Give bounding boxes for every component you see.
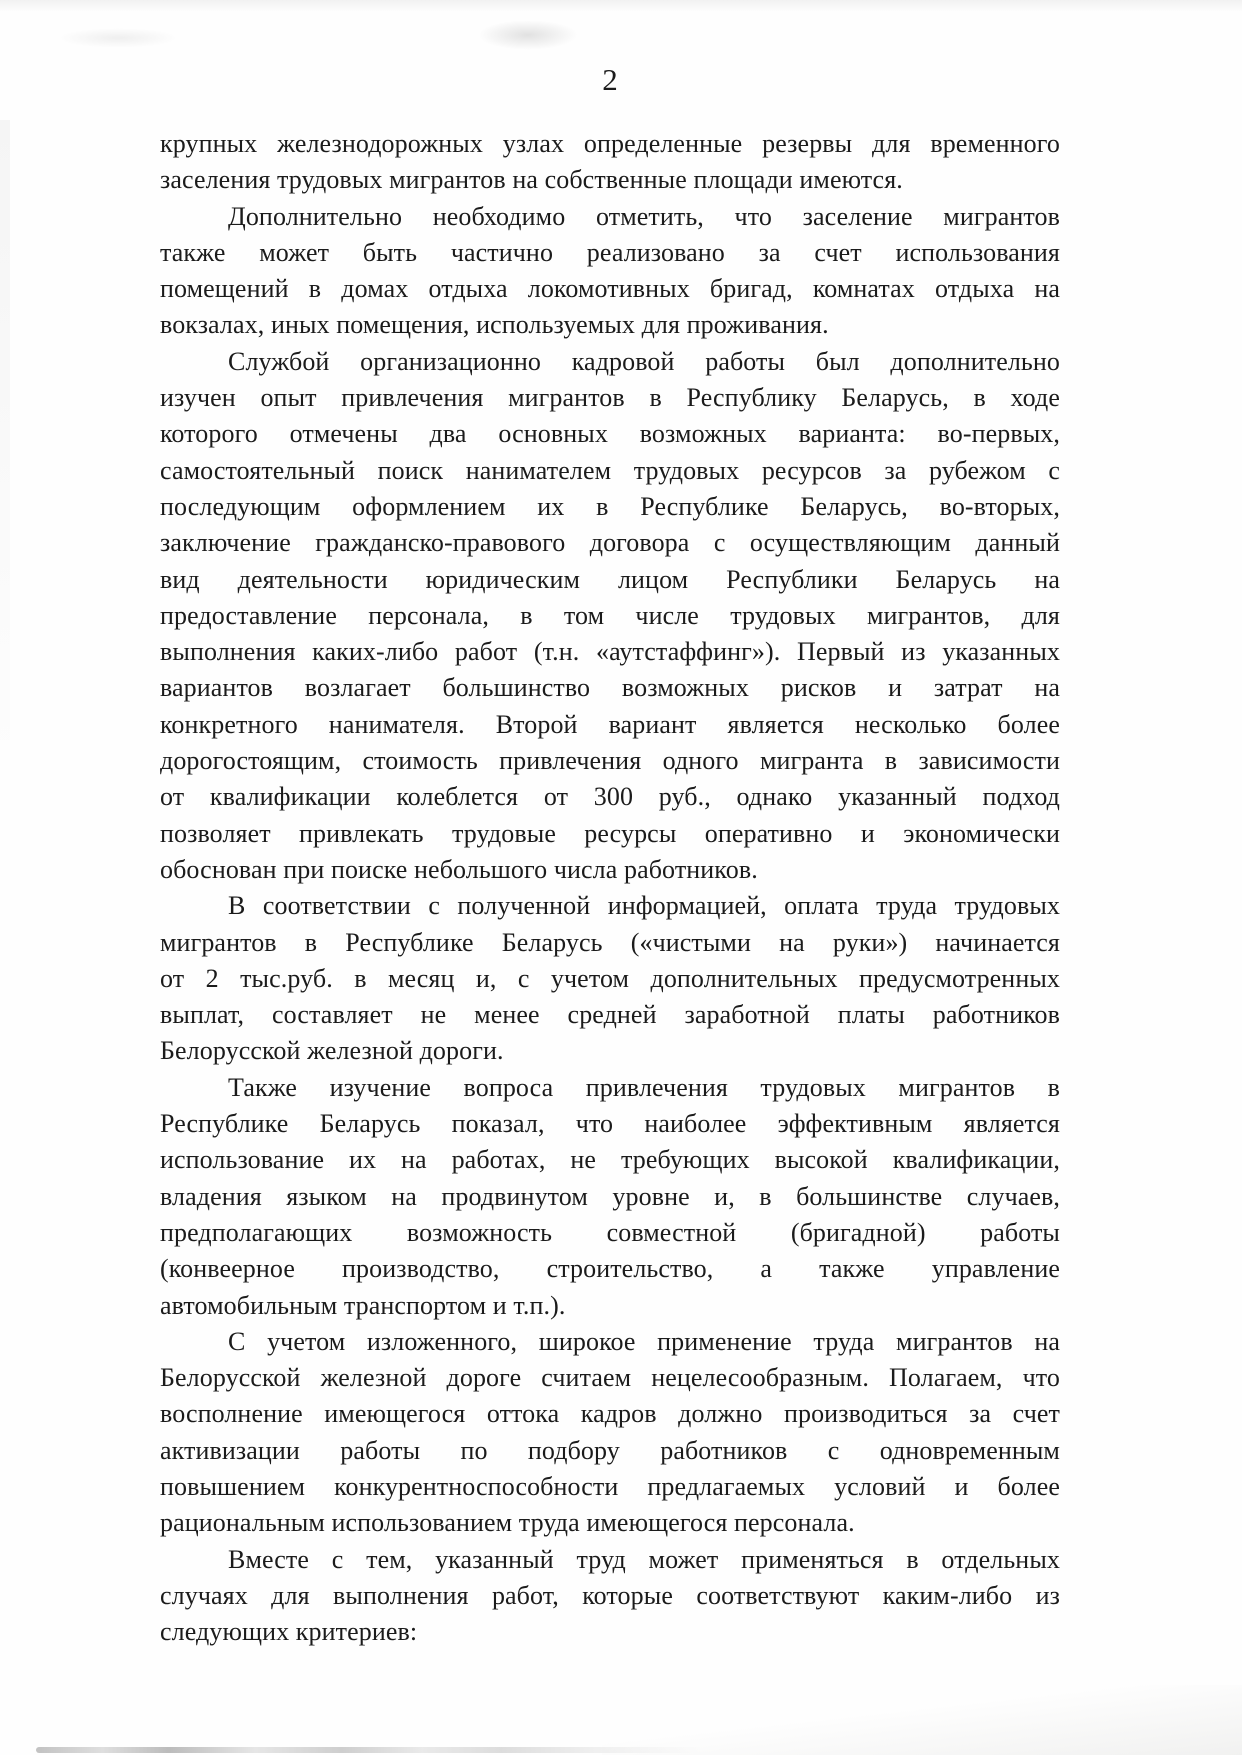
text-line: крупных железнодорожных узлах определенные резервы для временного: [160, 129, 1060, 158]
text-line: активизации работы по подбору работников с одновременным: [160, 1435, 1060, 1465]
text-line: повышением конкурентноспособности предлагаемых условий и более: [160, 1471, 1060, 1501]
paragraph: [160, 1324, 1060, 1542]
paragraph: [160, 1542, 1060, 1651]
text-line: вариантов возлагает большинство возможных рисков и затрат на: [160, 673, 1060, 703]
scan-artifact-corner-shade: [602, 1685, 1242, 1755]
text-line: Также изучение вопроса привлечения трудовых мигрантов в: [228, 1072, 1060, 1102]
text-line: вид деятельности юридическим лицом Республики Беларусь на: [160, 564, 1060, 594]
text-line: (конвеерное производство, строительство, а также управление: [160, 1254, 1060, 1284]
text-line: рациональным использованием труда имеющегося персонала.: [160, 1508, 855, 1538]
text-line: случаях для выполнения работ, которые соответствуют каким-либо из: [160, 1580, 1060, 1610]
paragraph: [160, 1070, 1060, 1324]
scan-artifact-smudge: [478, 20, 578, 50]
text-line: позволяет привлекать трудовые ресурсы оперативно и экономически: [160, 818, 1060, 848]
text-line: восполнение имеющегося оттока кадров должно производиться за счет: [160, 1399, 1060, 1429]
scan-artifact-edge-shade: [0, 120, 10, 740]
paragraph: [160, 344, 1060, 888]
paragraph: [160, 126, 1060, 199]
scan-artifact-smudge: [58, 28, 178, 48]
text-line: владения языком на продвинутом уровне и, в большинстве случаев,: [160, 1181, 1060, 1211]
text-line: выполнения каких-либо работ (т.н. «аутстаффинг»). Первый из указанных: [160, 637, 1060, 667]
text-line: помещений в домах отдыха локомотивных бригад, комнатах отдыха на: [160, 274, 1060, 304]
scan-artifact-bottom-strip: [36, 1747, 701, 1753]
text-line: автомобильным транспортом и т.п.).: [160, 1290, 566, 1320]
text-line: дорогостоящим, стоимость привлечения одного мигранта в зависимости: [160, 746, 1060, 776]
document-body: [160, 126, 1060, 1650]
text-line: использование их на работах, не требующих высокой квалификации,: [160, 1145, 1060, 1175]
text-line: самостоятельный поиск нанимателем трудовых ресурсов за рубежом с: [160, 455, 1060, 485]
text-line: от квалификации колеблется от 300 руб., однако указанный подход: [160, 782, 1060, 812]
text-line: заселения трудовых мигрантов на собственные площади имеются.: [160, 165, 903, 195]
text-line: которого отмечены два основных возможных варианта: во-первых,: [160, 419, 1060, 449]
text-line: В соответствии с полученной информацией, оплата труда трудовых: [228, 891, 1060, 921]
text-line: следующих критериев:: [160, 1617, 418, 1647]
text-line: вокзалах, иных помещения, используемых для проживания.: [160, 310, 829, 340]
text-line: С учетом изложенного, широкое применение труда мигрантов на: [228, 1326, 1060, 1356]
text-line: Белорусской железной дороги.: [160, 1036, 504, 1066]
text-line: конкретного нанимателя. Второй вариант является несколько более: [160, 709, 1060, 739]
text-line: мигрантов в Республике Беларусь («чистыми на руки») начинается: [160, 927, 1060, 957]
text-line: выплат, составляет не менее средней заработной платы работников: [160, 1000, 1060, 1030]
scan-artifact-top-band: [0, 0, 1242, 12]
text-line: обоснован при поиске небольшого числа работников.: [160, 854, 758, 884]
text-line: последующим оформлением их в Республике Беларусь, во-вторых,: [160, 491, 1060, 521]
paragraph: [160, 888, 1060, 1069]
text-line: заключение гражданско-правового договора с осуществляющим данный: [160, 528, 1060, 558]
text-line: изучен опыт привлечения мигрантов в Республику Беларусь, в ходе: [160, 383, 1060, 413]
paragraph: [160, 199, 1060, 344]
text-line: Республике Беларусь показал, что наиболее эффективным является: [160, 1109, 1060, 1139]
text-line: Службой организационно кадровой работы был дополнительно: [228, 346, 1060, 376]
text-line: предоставление персонала, в том числе трудовых мигрантов, для: [160, 600, 1060, 630]
text-line: от 2 тыс.руб. в месяц и, с учетом дополнительных предусмотренных: [160, 963, 1060, 993]
page-number: 2: [602, 62, 618, 97]
text-line: Дополнительно необходимо отметить, что заселение мигрантов: [228, 201, 1060, 231]
text-line: также может быть частично реализовано за счет использования: [160, 237, 1060, 267]
text-line: Белорусской железной дороге считаем нецелесообразным. Полагаем, что: [160, 1363, 1060, 1393]
document-content: [160, 60, 1060, 1650]
text-line: Вместе с тем, указанный труд может применяться в отдельных: [228, 1544, 1060, 1574]
text-line: предполагающих возможность совместной (бригадной) работы: [160, 1217, 1060, 1247]
